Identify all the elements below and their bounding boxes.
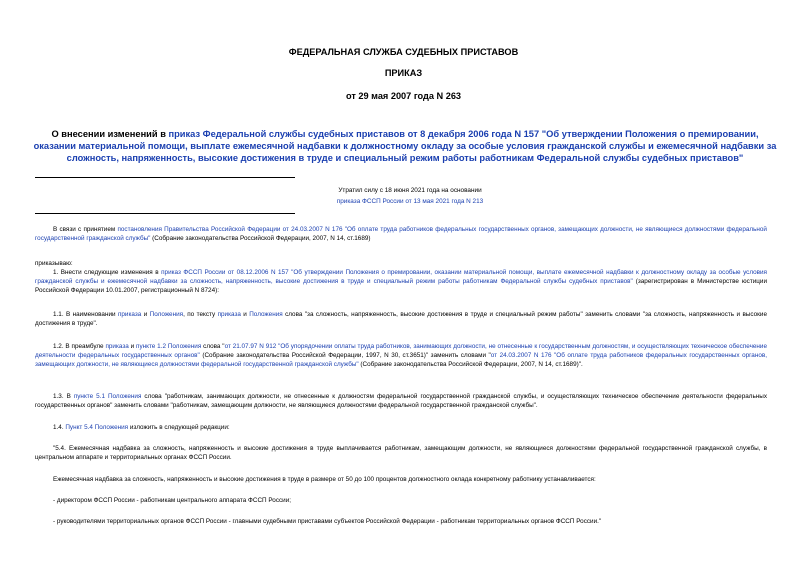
decree-176-link[interactable]: от 24.03.2007 N 176 "Об оплате труда работников федеральных государственных органов, замещающих должности, не являющиеся должностями федеральной государственной гражданской службы" <box>35 351 768 368</box>
list-item-territorial-heads: - руководителями территориальных органов ФССП России - главными судебными приставами субъектов Российской Федерации - работникам территориальных органов ФССП России." <box>53 518 602 525</box>
regulation-link-1[interactable]: Положения <box>149 311 184 318</box>
preamble-source: (Собрание законодательства Российской Федерации, 2007, N 14, ст.1689) <box>150 234 371 242</box>
document-title <box>30 128 780 164</box>
p13-text-a: 1.3. В <box>53 393 74 400</box>
note-top-divider <box>35 177 295 178</box>
p14-text-b: изложить в следующей редакции: <box>128 424 230 431</box>
paragraph-allowance-size: Ежемесячная надбавка за сложность, напряженность и высокие достижения в труде в размере от 50 до 100 процентов должностного оклада конкретному работнику устанавливается: <box>53 476 596 483</box>
p12-text-d: (Собрание законодательства Российской Федерации, 1997, N 30, ст.3651)" заменить словами " <box>199 351 491 359</box>
paragraph-order-word: приказываю: <box>35 260 73 267</box>
date-number-heading: от 29 мая 2007 года N 263 <box>345 91 462 101</box>
paragraph-5-4: "5.4. Ежемесячная надбавка за сложность, напряженность и высокие достижения в труде выплачивается работникам, замещающим должности, не являющиеся должностями федеральной государственной гражданской службы, в центральном аппарате и территориальных органах ФССП России. <box>35 445 767 461</box>
clause-5-1-link[interactable]: пункте 5.1 Положения <box>73 393 142 400</box>
p13-text-b: слова "работникам, занимающих должности, не отнесенные к должностям федеральной государственной гражданской службы, и осуществляющих техническое обеспечение деятельности федеральных государственных органов" заменить словами "работникам, замещающим должности, не являющиеся должностями федеральной государственной гражданской службы". <box>35 393 767 409</box>
decree-912-link[interactable]: от 21.07.97 N 912 "Об упорядочении оплаты труда работников, занимающих должности, не отнесенные к государственным должностям, и осуществляющих техническое обеспечение деятельности федеральных государственных органов" <box>35 343 767 359</box>
paragraph-1-2 <box>35 343 767 370</box>
list-item-director: - директором ФССП России - работникам центрального аппарата ФССП России; <box>53 497 292 504</box>
repeal-note <box>260 186 560 207</box>
p11-text-c: , по тексту <box>183 311 218 318</box>
repeal-note-text: Утратил силу с 18 июня 2021 года на основании <box>338 187 482 194</box>
note-bottom-divider <box>35 213 295 214</box>
paragraph-1-3 <box>35 393 767 411</box>
p11-text-d: и <box>240 311 250 318</box>
preamble-text: В связи с принятием <box>53 226 118 233</box>
regulation-link-2[interactable]: Положения <box>249 311 283 318</box>
repeal-order-link[interactable]: приказа ФССП России от 13 мая 2021 года N 213 <box>336 197 484 205</box>
paragraph-preamble <box>35 226 767 244</box>
p12-text-e: (Собрание законодательства Российской Федерации, 2007, N 14, ст.1689)". <box>358 360 583 368</box>
government-decree-link[interactable]: постановления Правительства Российской Федерации от 24.03.2007 N 176 "Об оплате труда работников федеральных государственных органов, замещающих должности, не являющиеся должностями федеральной государственной гражданской службы" <box>35 226 767 242</box>
p1-text: 1. Внести следующие изменения в <box>53 269 162 276</box>
order-157-link[interactable]: приказ ФССП России от 08.12.2006 N 157 "Об утверждении Положения о премировании, оказании материальной помощи, выплате ежемесячной надбавки к должностному окладу за особые условия гражданской службы и ежемесячной надбавки за сложность, напряженность, высокие достижения в труде и специальный режим работы работникам Федеральной службы судебных приставов" <box>35 269 767 285</box>
clause-5-4-link[interactable]: Пункт 5.4 Положения <box>65 424 129 431</box>
title-order-link[interactable]: приказ Федеральной службы судебных приставов от 8 декабря 2006 года N 157 "Об утверждении Положения о премировании, оказании материальной помощи, выплате ежемесячной надбавки к должностному окладу за особые условия гражданской службы и ежемесячной надбавки за сложность, напряженность, высокие достижения в труде и специальный режим работы работникам Федеральной службы судебных приставов" <box>33 129 777 163</box>
p12-text-a: 1.2. В преамбуле <box>53 343 106 350</box>
order-link-2[interactable]: приказа <box>217 311 241 318</box>
agency-heading: ФЕДЕРАЛЬНАЯ СЛУЖБА СУДЕБНЫХ ПРИСТАВОВ <box>288 47 519 57</box>
p1-registration: (зарегистрирован в Министерстве юстиции Российской Федерации 10.01.2007, регистрационный N 8724): <box>35 277 767 294</box>
p14-text-a: 1.4. <box>53 424 66 431</box>
order-link-1[interactable]: приказа <box>117 311 142 318</box>
paragraph-1-1 <box>35 311 767 329</box>
doc-type-heading: ПРИКАЗ <box>384 68 423 78</box>
clause-1-2-link[interactable]: пункте 1.2 Положения <box>136 343 202 350</box>
preamble-order-link[interactable]: приказа <box>105 343 129 350</box>
paragraph-1 <box>35 269 767 296</box>
p11-text-e: слова "за сложность, напряженность, высокие достижения в труде и специальный режим работы" заменить словами "за сложность, напряженность и высокие достижения в труде". <box>35 311 767 327</box>
p12-text-c: слова " <box>201 343 225 350</box>
p12-text-b: и <box>128 343 137 350</box>
paragraph-1-4 <box>35 424 767 433</box>
p11-text-a: 1.1. В наименовании <box>53 311 118 318</box>
title-prefix: О внесении изменений в <box>51 129 169 139</box>
p11-text-b: и <box>141 311 150 318</box>
